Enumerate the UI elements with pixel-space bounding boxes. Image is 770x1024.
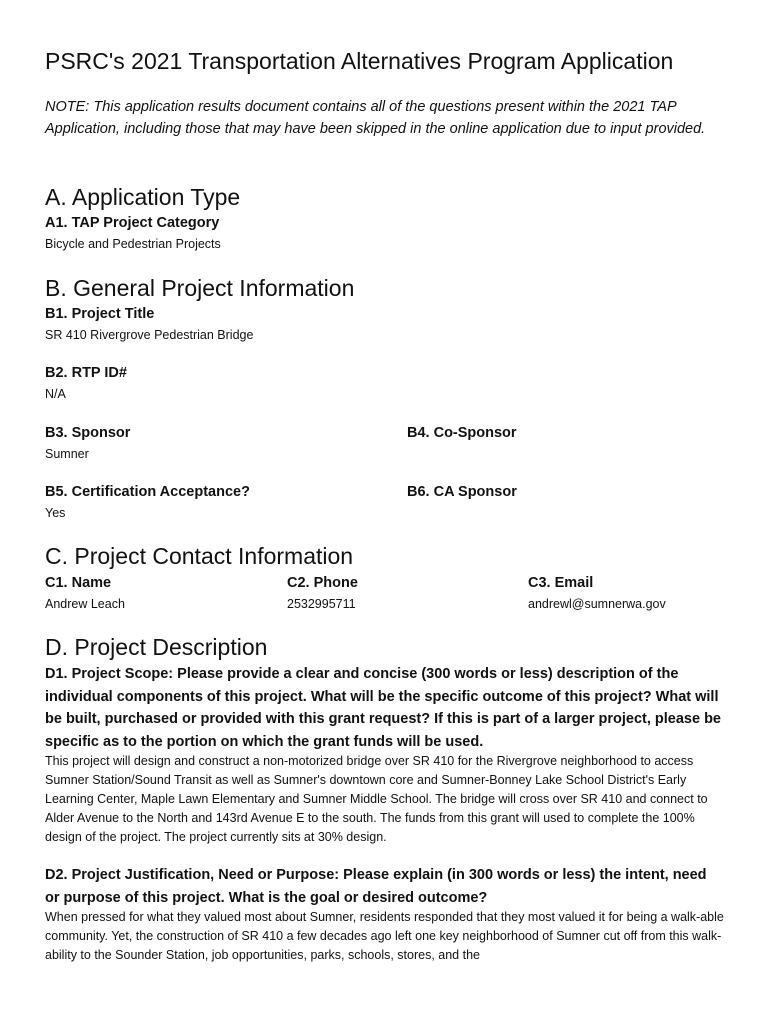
b1-label: B1. Project Title (45, 306, 155, 322)
application-note: NOTE: This application results document contains all of the questions present within the 2021 TAP Application, including those that may have been skipped in the online application due to input provided. (45, 99, 706, 137)
c1-value: Andrew Leach (45, 597, 125, 611)
b3-value: Sumner (45, 447, 89, 461)
c2-value: 2532995711 (287, 597, 356, 611)
c3-label: C3. Email (528, 575, 594, 591)
section-c-heading: C. Project Contact Information (45, 543, 354, 569)
b1-value: SR 410 Rivergrove Pedestrian Bridge (45, 328, 254, 342)
a1-value: Bicycle and Pedestrian Projects (45, 237, 221, 251)
b5-label: B5. Certification Acceptance? (45, 484, 250, 500)
b6-label: B6. CA Sponsor (407, 484, 517, 500)
section-d-heading: D. Project Description (45, 634, 268, 660)
d2-answer: When pressed for what they valued most about Sumner, residents responded that they most valued it for being a walk-able community. Yet, the construction of SR 410 a few decades ago left one key neighborhood of Sumner cut off from this walk-ability to the Sounder Station, job opportunities, parks, schools, stores, and the (45, 910, 724, 962)
a1-label: A1. TAP Project Category (45, 215, 220, 231)
section-a-heading: A. Application Type (45, 184, 241, 210)
section-b-heading: B. General Project Information (45, 275, 355, 301)
b2-label: B2. RTP ID# (45, 365, 127, 381)
d1-answer: This project will design and construct a non-motorized bridge over SR 410 for the Rivergrove neighborhood to access Sumner Station/Sound Transit as well as Sumner's downtown core and Sumner-Bonney Lake School District's Early Learning Center, Maple Lawn Elementary and Sumner Middle School. The bridge will cross over SR 410 and connect to Alder Avenue to the North and 143rd Avenue E to the south. The funds from this grant will used to complete the 100% design of the project. The project currently sits at 30% design. (45, 754, 708, 844)
d2-question: D2. Project Justification, Need or Purpose: Please explain (in 300 words or less) the intent, need or purpose of this project. What is the goal or desired outcome? (45, 867, 707, 906)
b2-value: N/A (45, 387, 66, 401)
d1-question: D1. Project Scope: Please provide a clear and concise (300 words or less) description of the individual components of this project. What will be the specific outcome of this project? What will be built, purchased or provided with this grant request? If this is part of a larger project, please be specific as to the portion on which the grant funds will be used. (45, 666, 721, 750)
b5-value: Yes (45, 506, 66, 520)
c3-value: andrewl@sumnerwa.gov (528, 597, 666, 611)
c2-label: C2. Phone (287, 575, 358, 591)
b3-label: B3. Sponsor (45, 425, 131, 441)
document-title: PSRC's 2021 Transportation Alternatives Program Application (45, 48, 674, 74)
c1-label: C1. Name (45, 575, 112, 591)
b4-label: B4. Co-Sponsor (407, 425, 517, 441)
